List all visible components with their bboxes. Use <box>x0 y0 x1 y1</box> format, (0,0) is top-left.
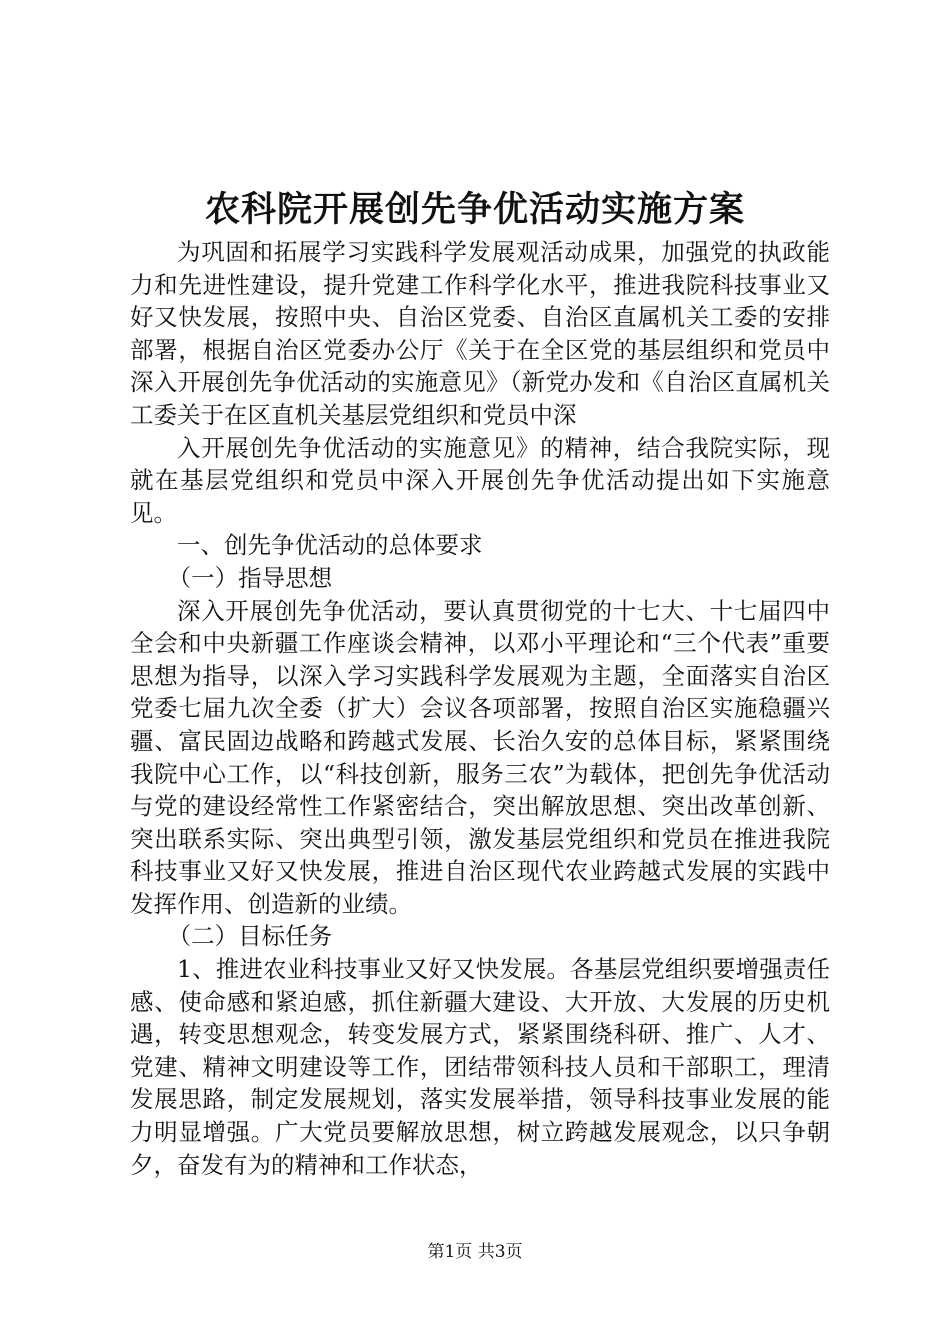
section-heading-1: 一、创先争优活动的总体要求 <box>177 531 483 560</box>
subsection-heading-2: （二）目标任务 <box>167 922 333 951</box>
paragraph-target-task-1: 1、推进农业科技事业又好又快发展。各基层党组织要增强责任感、使命感和紧迫感，抓住新疆大建设、大开放、大发展的历史机遇，转变思想观念，转变发展方式，紧紧围绕科研、推广、人才、党建、精神文明建设等工作，团结带领科技人员和干部职工，理清发展思路，制定发展规划，落实发展举措，领导科技事业发展的能力明显增强。广大党员要解放思想，树立跨越发展观念，以只争朝夕，奋发有为的精神和工作状态， <box>130 955 830 1179</box>
document-title: 农科院开展创先争优活动实施方案 <box>204 189 745 230</box>
paragraph-intro-cont: 入开展创先争优活动的实施意见》的精神，结合我院实际，现就在基层党组织和党员中深入开展创先争优活动提出如下实施意见。 <box>130 433 830 527</box>
paragraph-intro: 为巩固和拓展学习实践科学发展观活动成果，加强党的执政能力和先进性建设，提升党建工作科学化水平，推进我院科技事业又好又快发展，按照中央、自治区党委、自治区直属机关工委的安排部署，根据自治区党委办公厅《关于在全区党的基层组织和党员中深入开展创先争优活动的实施意见》（新党办发和《自治区直属机关工委关于在区直机关基层党组织和党员中深 <box>130 238 830 429</box>
document-body <box>130 236 830 1181</box>
subsection-heading-1: （一）指导思想 <box>167 563 333 592</box>
paragraph-guiding-thought: 深入开展创先争优活动，要认真贯彻党的十七大、十七届四中全会和中央新疆工作座谈会精神，以邓小平理论和“三个代表”重要思想为指导，以深入学习实践科学发展观为主题，全面落实自治区党委七届九次全委（扩大）会议各项部署，按照自治区实施稳疆兴疆、富民固边战略和跨越式发展、长治久安的总体目标，紧紧围绕我院中心工作，以“科技创新，服务三农”为载体，把创先争优活动与党的建设经常性工作紧密结合，突出解放思想、突出改革创新、突出联系实际、突出典型引领，激发基层党组织和党员在推进我院科技事业又好又快发展，推进自治区现代农业跨越式发展的实践中发挥作用、创造新的业绩。 <box>130 596 830 918</box>
page-number: 第1页 共3页 <box>427 1242 523 1262</box>
